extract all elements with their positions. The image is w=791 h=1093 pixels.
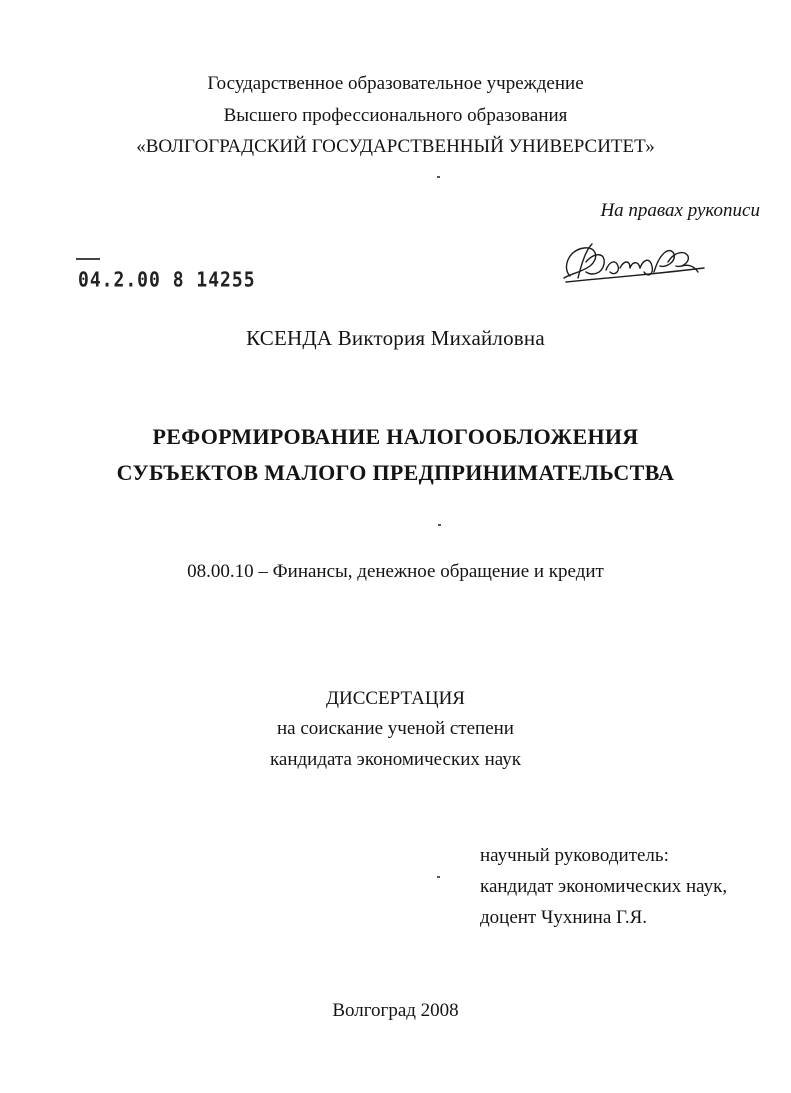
dissertation-title-line-1: РЕФОРМИРОВАНИЕ НАЛОГООБЛОЖЕНИЯ xyxy=(152,424,639,449)
author-name: КСЕНДА Виктория Михайловна xyxy=(246,326,545,350)
degree-line-2: кандидата экономических наук xyxy=(269,749,522,770)
scan-speck xyxy=(438,524,441,526)
university-name: «ВОЛГОГРАДСКИЙ ГОСУДАРСТВЕННЫЙ УНИВЕРСИТЕТ» xyxy=(136,136,655,157)
registration-stamp: 04.2.00 8 14255 xyxy=(78,268,256,293)
degree-line-1: на соискание ученой степени xyxy=(277,718,514,739)
supervisor-degree: кандидат экономических наук, xyxy=(480,876,728,897)
signature-image xyxy=(556,232,716,292)
institution-line-1: Государственное образовательное учреждение xyxy=(207,73,584,94)
scan-speck xyxy=(437,876,440,878)
manuscript-note: На правах рукописи xyxy=(600,200,760,221)
dissertation-title-line-2: СУБЪЕКТОВ МАЛОГО ПРЕДПРИНИМАТЕЛЬСТВА xyxy=(116,460,675,485)
work-type: ДИССЕРТАЦИЯ xyxy=(326,688,465,709)
stamp-mark xyxy=(76,258,100,260)
supervisor-label: научный руководитель: xyxy=(480,845,669,866)
city-year: Волгоград 2008 xyxy=(332,1000,459,1021)
specialty-code: 08.00.10 – Финансы, денежное обращение и кредит xyxy=(187,561,604,582)
supervisor-name: доцент Чухнина Г.Я. xyxy=(480,907,648,928)
scan-speck xyxy=(437,176,440,178)
institution-line-2: Высшего профессионального образования xyxy=(223,105,568,126)
